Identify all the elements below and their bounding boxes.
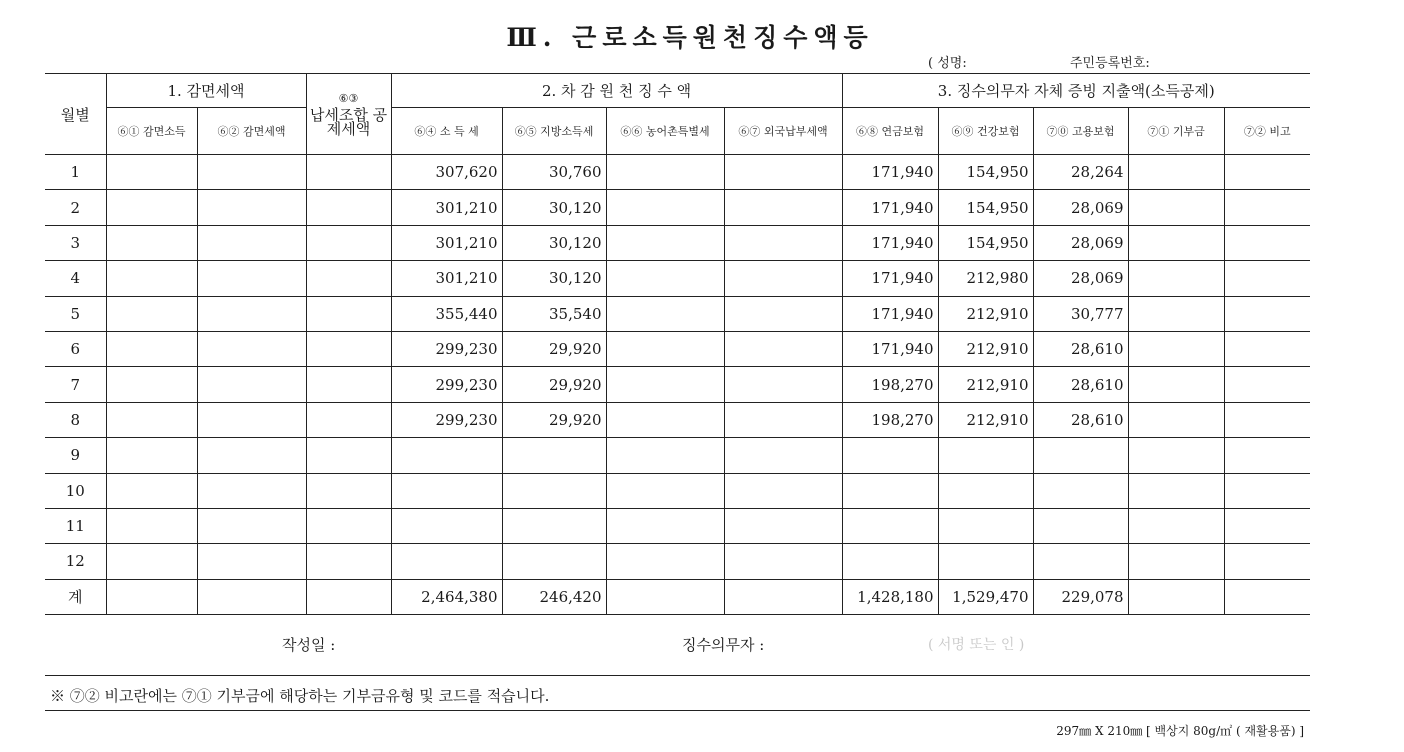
cell-c66	[606, 367, 724, 402]
cell-c68: 171,940	[842, 296, 938, 331]
cell-c61	[106, 579, 197, 614]
cell-c71	[1128, 296, 1224, 331]
cell-c62	[197, 225, 306, 260]
cell-c70: 28,610	[1033, 367, 1128, 402]
cell-c72	[1224, 190, 1310, 225]
month-cell: 6	[45, 331, 106, 366]
cell-c68: 171,940	[842, 225, 938, 260]
cell-c72	[1224, 331, 1310, 366]
cell-c64	[391, 544, 502, 579]
col-local-income-tax: ⑥⑤ 지방소득세	[502, 108, 606, 155]
cell-c72	[1224, 402, 1310, 437]
table-row	[45, 402, 1310, 437]
cell-c67	[724, 473, 842, 508]
cell-c63	[306, 155, 391, 190]
cell-c67	[724, 331, 842, 366]
cell-c62	[197, 367, 306, 402]
cell-c70	[1033, 544, 1128, 579]
cell-c72	[1224, 367, 1310, 402]
cell-c68: 198,270	[842, 367, 938, 402]
cell-c61	[106, 261, 197, 296]
cell-c71	[1128, 261, 1224, 296]
cell-c63	[306, 331, 391, 366]
table-row	[45, 155, 1310, 190]
col-employment-insurance: ⑦⓪ 고용보험	[1033, 108, 1128, 155]
cell-c71	[1128, 331, 1224, 366]
cell-c69: 212,910	[938, 367, 1033, 402]
cell-c71	[1128, 155, 1224, 190]
signature-hint: ( 서명 또는 인 )	[928, 637, 1025, 653]
cell-c69	[938, 544, 1033, 579]
cell-c61	[106, 225, 197, 260]
cell-c68	[842, 473, 938, 508]
cell-c66	[606, 225, 724, 260]
cell-c61	[106, 190, 197, 225]
month-cell: 8	[45, 402, 106, 437]
cell-c69: 154,950	[938, 155, 1033, 190]
cell-c68	[842, 544, 938, 579]
cell-c62	[197, 402, 306, 437]
cell-c63	[306, 225, 391, 260]
cell-c66	[606, 155, 724, 190]
cell-c72	[1224, 579, 1310, 614]
table-row	[45, 190, 1310, 225]
cell-c61	[106, 508, 197, 543]
month-cell: 9	[45, 438, 106, 473]
cell-c63	[306, 190, 391, 225]
col-pension-insurance: ⑥⑧ 연금보험	[842, 108, 938, 155]
cell-c70: 28,069	[1033, 190, 1128, 225]
cell-c72	[1224, 296, 1310, 331]
col-reduced-income: ⑥① 감면소득	[106, 108, 197, 155]
cell-c65: 30,120	[502, 261, 606, 296]
cell-c70: 30,777	[1033, 296, 1128, 331]
cell-c67	[724, 438, 842, 473]
cell-c71	[1128, 438, 1224, 473]
cell-c66	[606, 438, 724, 473]
month-cell: 1	[45, 155, 106, 190]
page-title: Ⅲ. 근로소득원천징수액등	[506, 23, 874, 52]
cell-c61	[106, 296, 197, 331]
cell-c62	[197, 190, 306, 225]
cell-c69: 212,980	[938, 261, 1033, 296]
table-row	[45, 508, 1310, 543]
cell-c70: 229,078	[1033, 579, 1128, 614]
month-cell: 11	[45, 508, 106, 543]
cell-c64: 299,230	[391, 331, 502, 366]
cell-c71	[1128, 508, 1224, 543]
cell-c68: 171,940	[842, 155, 938, 190]
cell-c66	[606, 544, 724, 579]
cell-c65	[502, 508, 606, 543]
col-remarks: ⑦② 비고	[1224, 108, 1310, 155]
cell-c72	[1224, 261, 1310, 296]
cell-c70	[1033, 438, 1128, 473]
cell-c70: 28,069	[1033, 261, 1128, 296]
cell-c69	[938, 473, 1033, 508]
cell-c72	[1224, 225, 1310, 260]
cell-c67	[724, 579, 842, 614]
cell-c71	[1128, 367, 1224, 402]
table-row	[45, 544, 1310, 579]
cell-c63	[306, 579, 391, 614]
month-cell: 3	[45, 225, 106, 260]
cell-c61	[106, 544, 197, 579]
cell-c64: 2,464,380	[391, 579, 502, 614]
cell-c67	[724, 544, 842, 579]
cell-c71	[1128, 544, 1224, 579]
withholding-table	[45, 73, 1310, 615]
table-row	[45, 367, 1310, 402]
cell-c67	[724, 296, 842, 331]
cell-c72	[1224, 155, 1310, 190]
cell-c65: 29,920	[502, 367, 606, 402]
cell-c65	[502, 438, 606, 473]
withholder-label: 징수의무자 :	[682, 636, 765, 654]
cell-c65	[502, 473, 606, 508]
cell-c71	[1128, 473, 1224, 508]
cell-c69: 1,529,470	[938, 579, 1033, 614]
cell-c62	[197, 473, 306, 508]
cell-c62	[197, 508, 306, 543]
month-cell: 2	[45, 190, 106, 225]
cell-c62	[197, 155, 306, 190]
cell-c68: 1,428,180	[842, 579, 938, 614]
tax-union-deduction-header	[306, 74, 391, 155]
cell-c61	[106, 473, 197, 508]
cell-c64	[391, 473, 502, 508]
cell-c63	[306, 367, 391, 402]
cell-c68: 171,940	[842, 261, 938, 296]
cell-c63	[306, 261, 391, 296]
paper-spec: 297㎜ X 210㎜ [ 백상지 80g/㎡ ( 재활용품) ]	[1056, 724, 1304, 738]
cell-c69	[938, 508, 1033, 543]
cell-c64: 299,230	[391, 402, 502, 437]
cell-c70: 28,264	[1033, 155, 1128, 190]
cell-c66	[606, 402, 724, 437]
section3-header: 3. 징수의무자 자체 증빙 지출액(소득공제)	[842, 74, 1310, 108]
cell-c68: 171,940	[842, 190, 938, 225]
cell-c68: 198,270	[842, 402, 938, 437]
cell-c70: 28,610	[1033, 331, 1128, 366]
cell-c68	[842, 508, 938, 543]
cell-c70	[1033, 508, 1128, 543]
cell-c72	[1224, 473, 1310, 508]
cell-c69: 212,910	[938, 402, 1033, 437]
month-cell: 10	[45, 473, 106, 508]
cell-c62	[197, 331, 306, 366]
col-reduced-tax: ⑥② 감면세액	[197, 108, 306, 155]
table-row	[45, 261, 1310, 296]
cell-c63	[306, 296, 391, 331]
tax-union-deduction-number: ⑥③	[338, 92, 359, 105]
cell-c62	[197, 544, 306, 579]
cell-c71	[1128, 402, 1224, 437]
cell-c65: 246,420	[502, 579, 606, 614]
cell-c66	[606, 473, 724, 508]
cell-c61	[106, 402, 197, 437]
col-donation: ⑦① 기부금	[1128, 108, 1224, 155]
cell-c71	[1128, 225, 1224, 260]
cell-c67	[724, 190, 842, 225]
cell-c65: 29,920	[502, 331, 606, 366]
cell-c67	[724, 225, 842, 260]
date-label: 작성일 :	[282, 636, 336, 654]
cell-c63	[306, 508, 391, 543]
cell-c72	[1224, 544, 1310, 579]
cell-c67	[724, 402, 842, 437]
cell-c66	[606, 261, 724, 296]
resident-id-label: 주민등록번호:	[1070, 56, 1150, 71]
cell-c64: 307,620	[391, 155, 502, 190]
cell-c65	[502, 544, 606, 579]
cell-c67	[724, 155, 842, 190]
col-rural-special-tax: ⑥⑥ 농어촌특별세	[606, 108, 724, 155]
cell-c64: 301,210	[391, 225, 502, 260]
cell-c69: 154,950	[938, 190, 1033, 225]
cell-c63	[306, 544, 391, 579]
col-foreign-tax-paid: ⑥⑦ 외국납부세액	[724, 108, 842, 155]
month-cell: 12	[45, 544, 106, 579]
table-row	[45, 473, 1310, 508]
cell-c66	[606, 508, 724, 543]
table-row	[45, 296, 1310, 331]
cell-c70: 28,610	[1033, 402, 1128, 437]
cell-c65: 29,920	[502, 402, 606, 437]
cell-c72	[1224, 508, 1310, 543]
cell-c61	[106, 438, 197, 473]
cell-c65: 35,540	[502, 296, 606, 331]
cell-c67	[724, 508, 842, 543]
cell-c61	[106, 155, 197, 190]
cell-c68: 171,940	[842, 331, 938, 366]
cell-c64: 301,210	[391, 261, 502, 296]
cell-c66	[606, 579, 724, 614]
table-row	[45, 438, 1310, 473]
cell-c71	[1128, 579, 1224, 614]
cell-c62	[197, 579, 306, 614]
month-cell: 4	[45, 261, 106, 296]
cell-c61	[106, 367, 197, 402]
section1-header: 1. 감면세액	[106, 74, 306, 108]
cell-c61	[106, 331, 197, 366]
cell-c69	[938, 438, 1033, 473]
cell-c66	[606, 296, 724, 331]
month-header: 월별	[45, 74, 106, 155]
cell-c71	[1128, 190, 1224, 225]
cell-c63	[306, 438, 391, 473]
col-income-tax: ⑥④ 소 득 세	[391, 108, 502, 155]
divider	[45, 710, 1310, 711]
cell-c70	[1033, 473, 1128, 508]
col-health-insurance: ⑥⑨ 건강보험	[938, 108, 1033, 155]
cell-c68	[842, 438, 938, 473]
month-cell: 7	[45, 367, 106, 402]
cell-c64: 301,210	[391, 190, 502, 225]
cell-c67	[724, 367, 842, 402]
cell-c65: 30,120	[502, 225, 606, 260]
table-row	[45, 331, 1310, 366]
cell-c62	[197, 296, 306, 331]
cell-c65: 30,760	[502, 155, 606, 190]
divider	[45, 675, 1310, 676]
table-row	[45, 579, 1310, 614]
cell-c67	[724, 261, 842, 296]
cell-c70: 28,069	[1033, 225, 1128, 260]
tax-union-deduction-label: 납세조합 공제세액	[309, 106, 388, 138]
cell-c66	[606, 190, 724, 225]
cell-c64: 299,230	[391, 367, 502, 402]
cell-c69: 154,950	[938, 225, 1033, 260]
cell-c72	[1224, 438, 1310, 473]
cell-c64: 355,440	[391, 296, 502, 331]
month-cell: 5	[45, 296, 106, 331]
cell-c65: 30,120	[502, 190, 606, 225]
cell-c62	[197, 261, 306, 296]
month-cell: 계	[45, 579, 106, 614]
name-label: ( 성명:	[928, 56, 967, 71]
cell-c64	[391, 508, 502, 543]
cell-c64	[391, 438, 502, 473]
cell-c69: 212,910	[938, 296, 1033, 331]
section2-header: 2. 차 감 원 천 징 수 액	[391, 74, 842, 108]
cell-c66	[606, 331, 724, 366]
cell-c63	[306, 473, 391, 508]
cell-c63	[306, 402, 391, 437]
cell-c62	[197, 438, 306, 473]
remarks-note: ※ ⑦② 비고란에는 ⑦① 기부금에 해당하는 기부금유형 및 코드를 적습니다.	[50, 687, 550, 705]
table-row	[45, 225, 1310, 260]
cell-c69: 212,910	[938, 331, 1033, 366]
